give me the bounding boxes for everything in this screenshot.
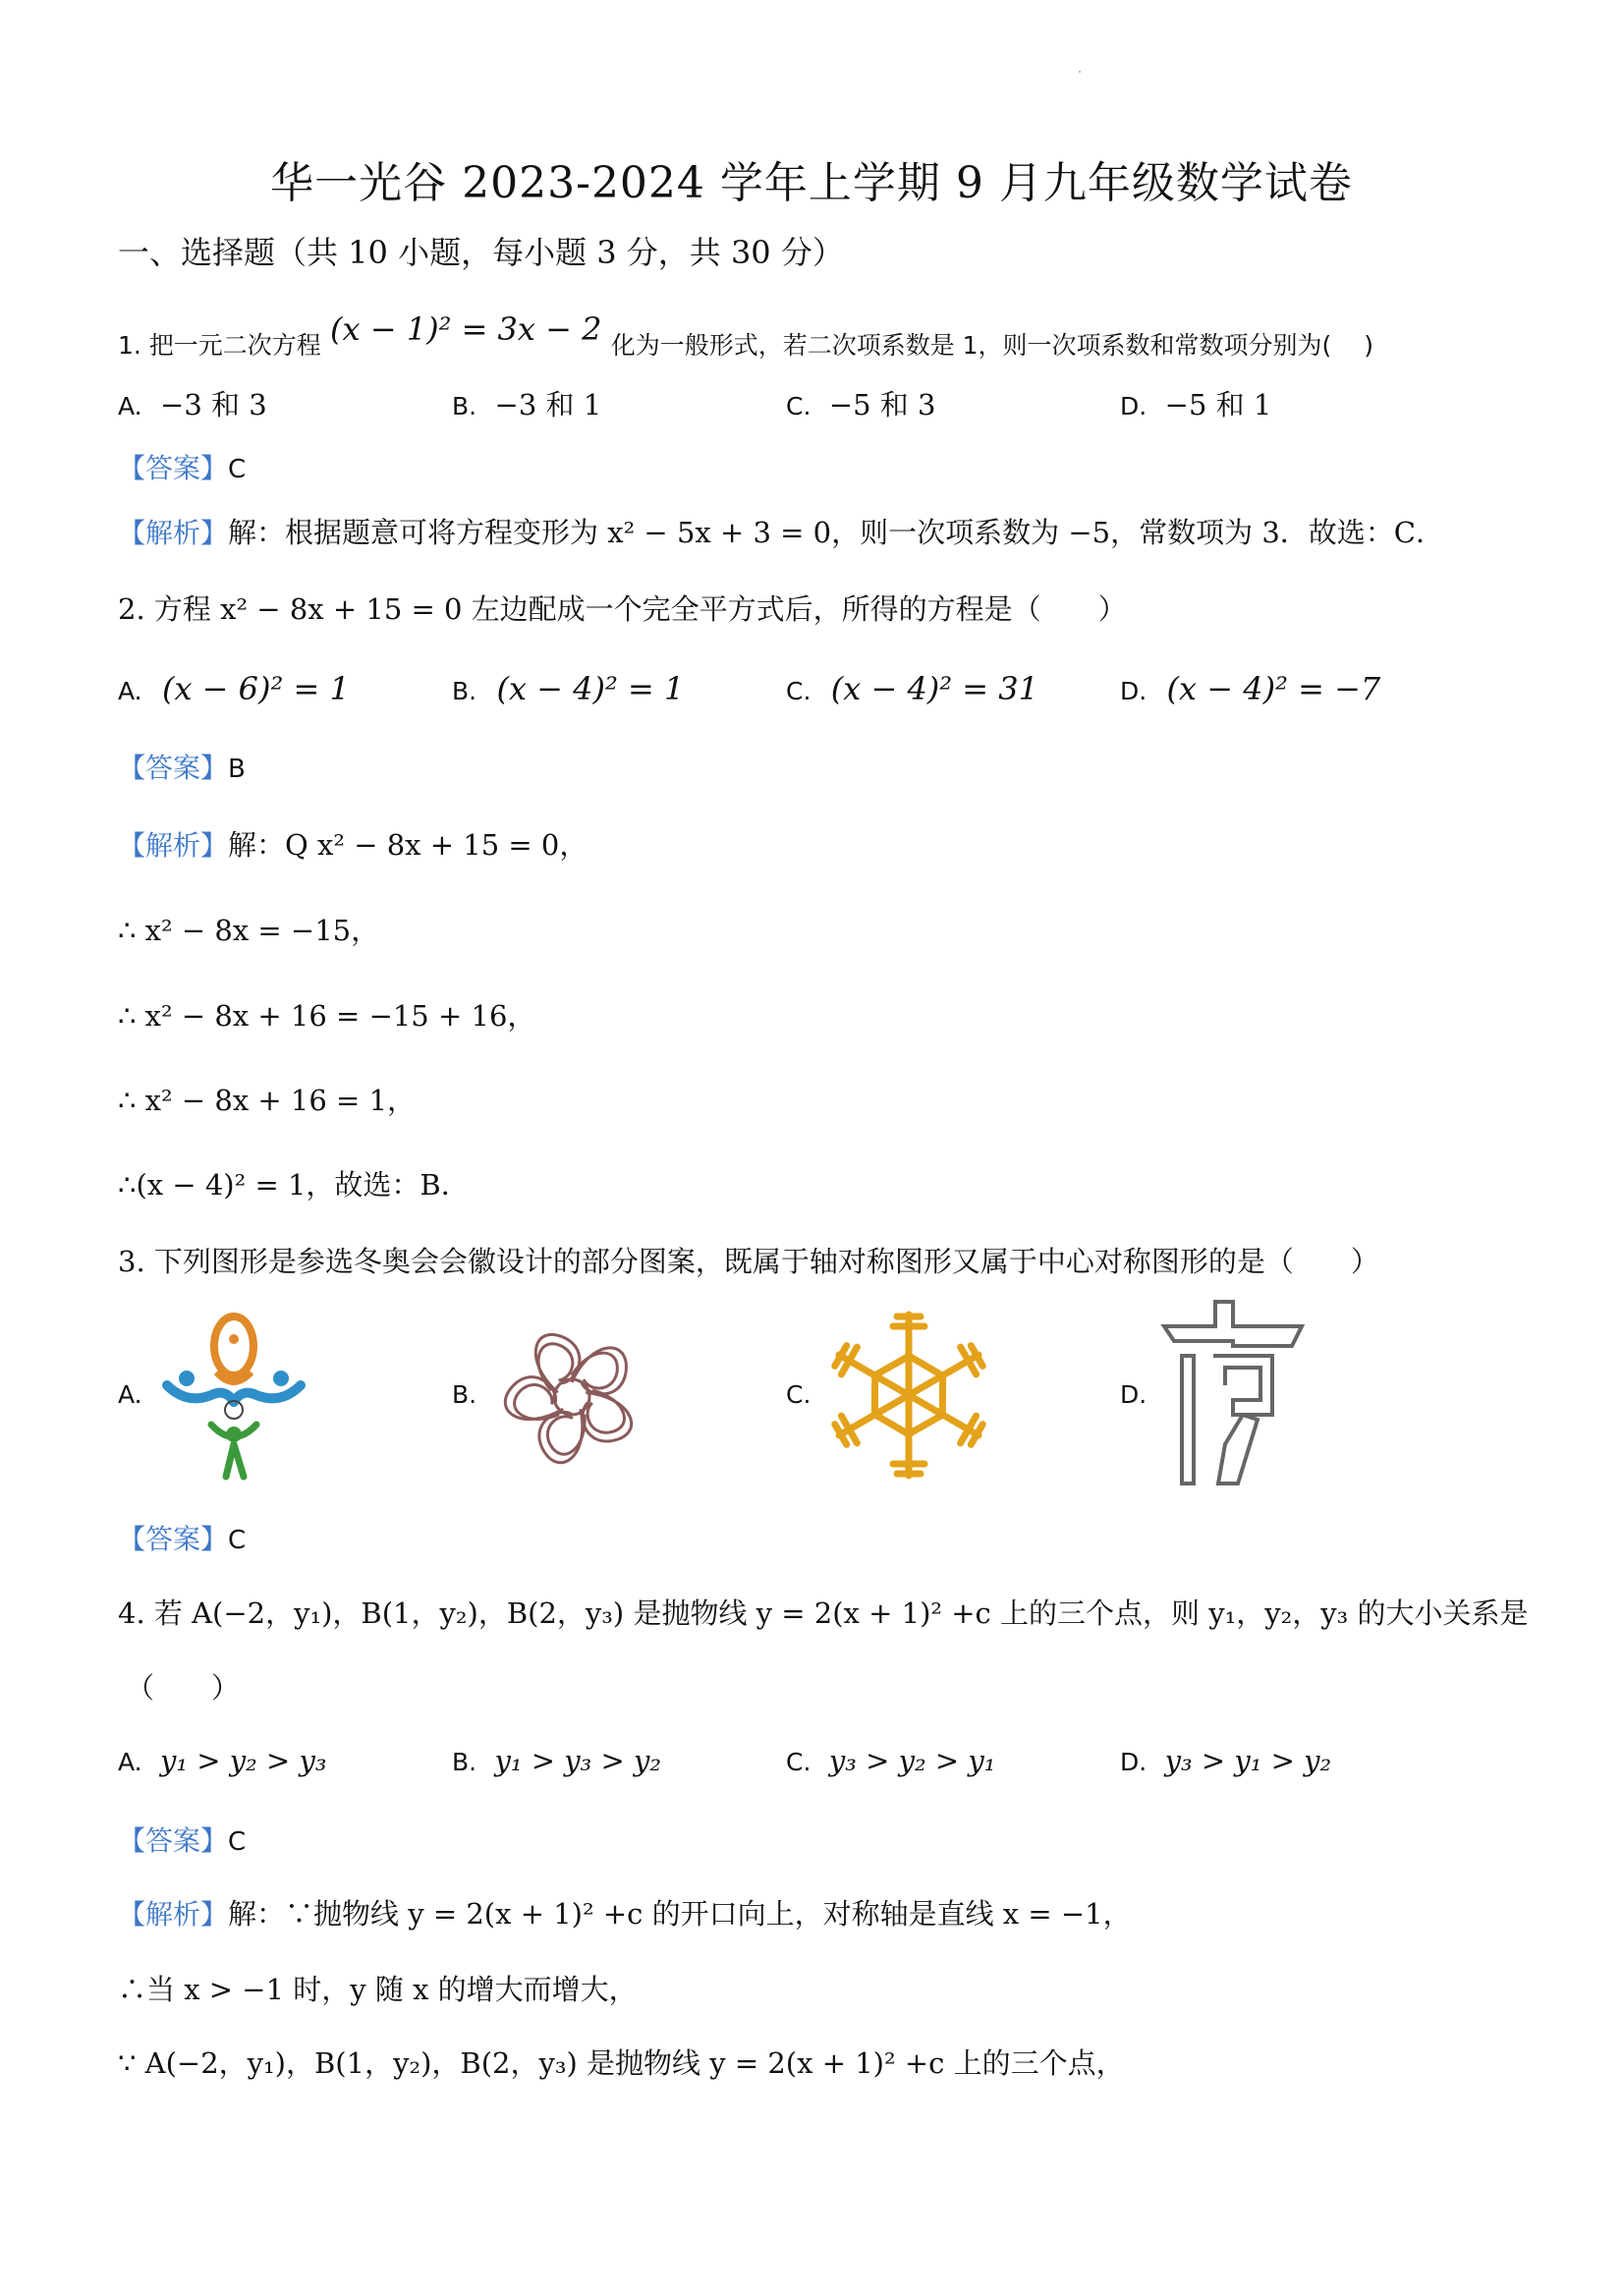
q1-option-c: C. −5 和 3 <box>786 388 936 421</box>
q1-analysis: 【解析】解：根据题意可将方程变形为 x² − 5x + 3 = 0，则一次项系数为 −5，常数项为 3．故选：C． <box>118 516 1444 549</box>
q3-option-d-label: D. <box>1120 1380 1147 1409</box>
q2-analysis-line: 【解析】解：Q x² − 8x + 15 = 0， <box>118 828 588 862</box>
q2-answer: 【答案】B <box>118 752 246 784</box>
q3-option-b-label: B. <box>452 1380 477 1409</box>
q4-option-d: D. y₃ > y₁ > y₂ <box>1120 1744 1332 1777</box>
q3-option-a-label: A. <box>118 1380 142 1409</box>
section-heading: 一、选择题（共 10 小题，每小题 3 分，共 30 分） <box>118 234 844 271</box>
q2-analysis-line: ∴ x² − 8x + 16 = 1， <box>118 1084 417 1117</box>
emblem-d-glyph-icon <box>1154 1297 1312 1488</box>
q4-option-a: A. y₁ > y₂ > y₃ <box>118 1744 327 1777</box>
q4-option-b: B. y₁ > y₃ > y₂ <box>452 1744 662 1777</box>
q1-answer: 【答案】C <box>118 452 247 484</box>
q4-stem: 4. 若 A(−2，y₁)，B(1，y₂)，B(2，y₃) 是抛物线 y = 2(x + 1)² +c 上的三个点，则 y₁，y₂，y₃ 的大小关系是 <box>118 1596 1529 1630</box>
q4-option-c: C. y₃ > y₂ > y₁ <box>786 1744 996 1777</box>
q1-option-d: D. −5 和 1 <box>1120 388 1272 421</box>
q4-analysis-line: ∴当 x > −1 时，y 随 x 的增大而增大， <box>118 1973 638 2006</box>
q1-option-a: A. −3 和 3 <box>118 388 267 421</box>
q2-analysis-line: ∴(x − 4)² = 1，故选：B． <box>118 1168 470 1202</box>
q2-analysis-line: ∴ x² − 8x + 16 = −15 + 16， <box>118 999 536 1033</box>
q1-equation: (x − 1)² = 3x − 2 <box>330 310 602 348</box>
q3-answer: 【答案】C <box>118 1523 247 1555</box>
q4-answer: 【答案】C <box>118 1824 247 1857</box>
q2-analysis-line: ∴ x² − 8x = −15， <box>118 914 380 947</box>
q2-option-a: A. (x − 6)² = 1 <box>118 670 350 707</box>
q4-paren: （ ） <box>126 1671 241 1705</box>
q2-option-b: B. (x − 4)² = 1 <box>452 670 685 707</box>
scan-dot <box>1079 71 1081 73</box>
q2-option-d: D. (x − 4)² = −7 <box>1120 670 1381 707</box>
q4-analysis-line: ∵ A(−2，y₁)，B(1，y₂)，B(2，y₃) 是抛物线 y = 2(x + 1)² +c 上的三个点， <box>118 2046 1125 2080</box>
q1-stem: 1. 把一元二次方程 (x − 1)² = 3x − 2 化为一般形式，若二次项系数是 1，则一次项系数和常数项分别为( ) <box>118 310 1373 360</box>
q3-option-c-label: C. <box>786 1380 812 1409</box>
q4-analysis-line: 【解析】解：∵抛物线 y = 2(x + 1)² +c 的开口向上，对称轴是直线 x = −1， <box>118 1897 1132 1931</box>
page-title: 华一光谷 2023-2024 学年上学期 9 月九年级数学试卷 <box>270 158 1353 208</box>
emblem-b-knot-icon <box>486 1312 658 1484</box>
emblem-a-figure-icon <box>157 1312 334 1484</box>
q1-option-b: B. −3 和 1 <box>452 388 602 421</box>
q2-stem: 2. 方程 x² − 8x + 15 = 0 左边配成一个完全平方式后，所得的方程是（ ） <box>118 592 1127 626</box>
q2-option-c: C. (x − 4)² = 31 <box>786 670 1038 707</box>
q3-stem: 3. 下列图形是参选冬奥会会徽设计的部分图案，既属于轴对称图形又属于中心对称图形的是（ ） <box>118 1245 1379 1278</box>
emblem-c-snowflake-icon <box>815 1302 1002 1488</box>
